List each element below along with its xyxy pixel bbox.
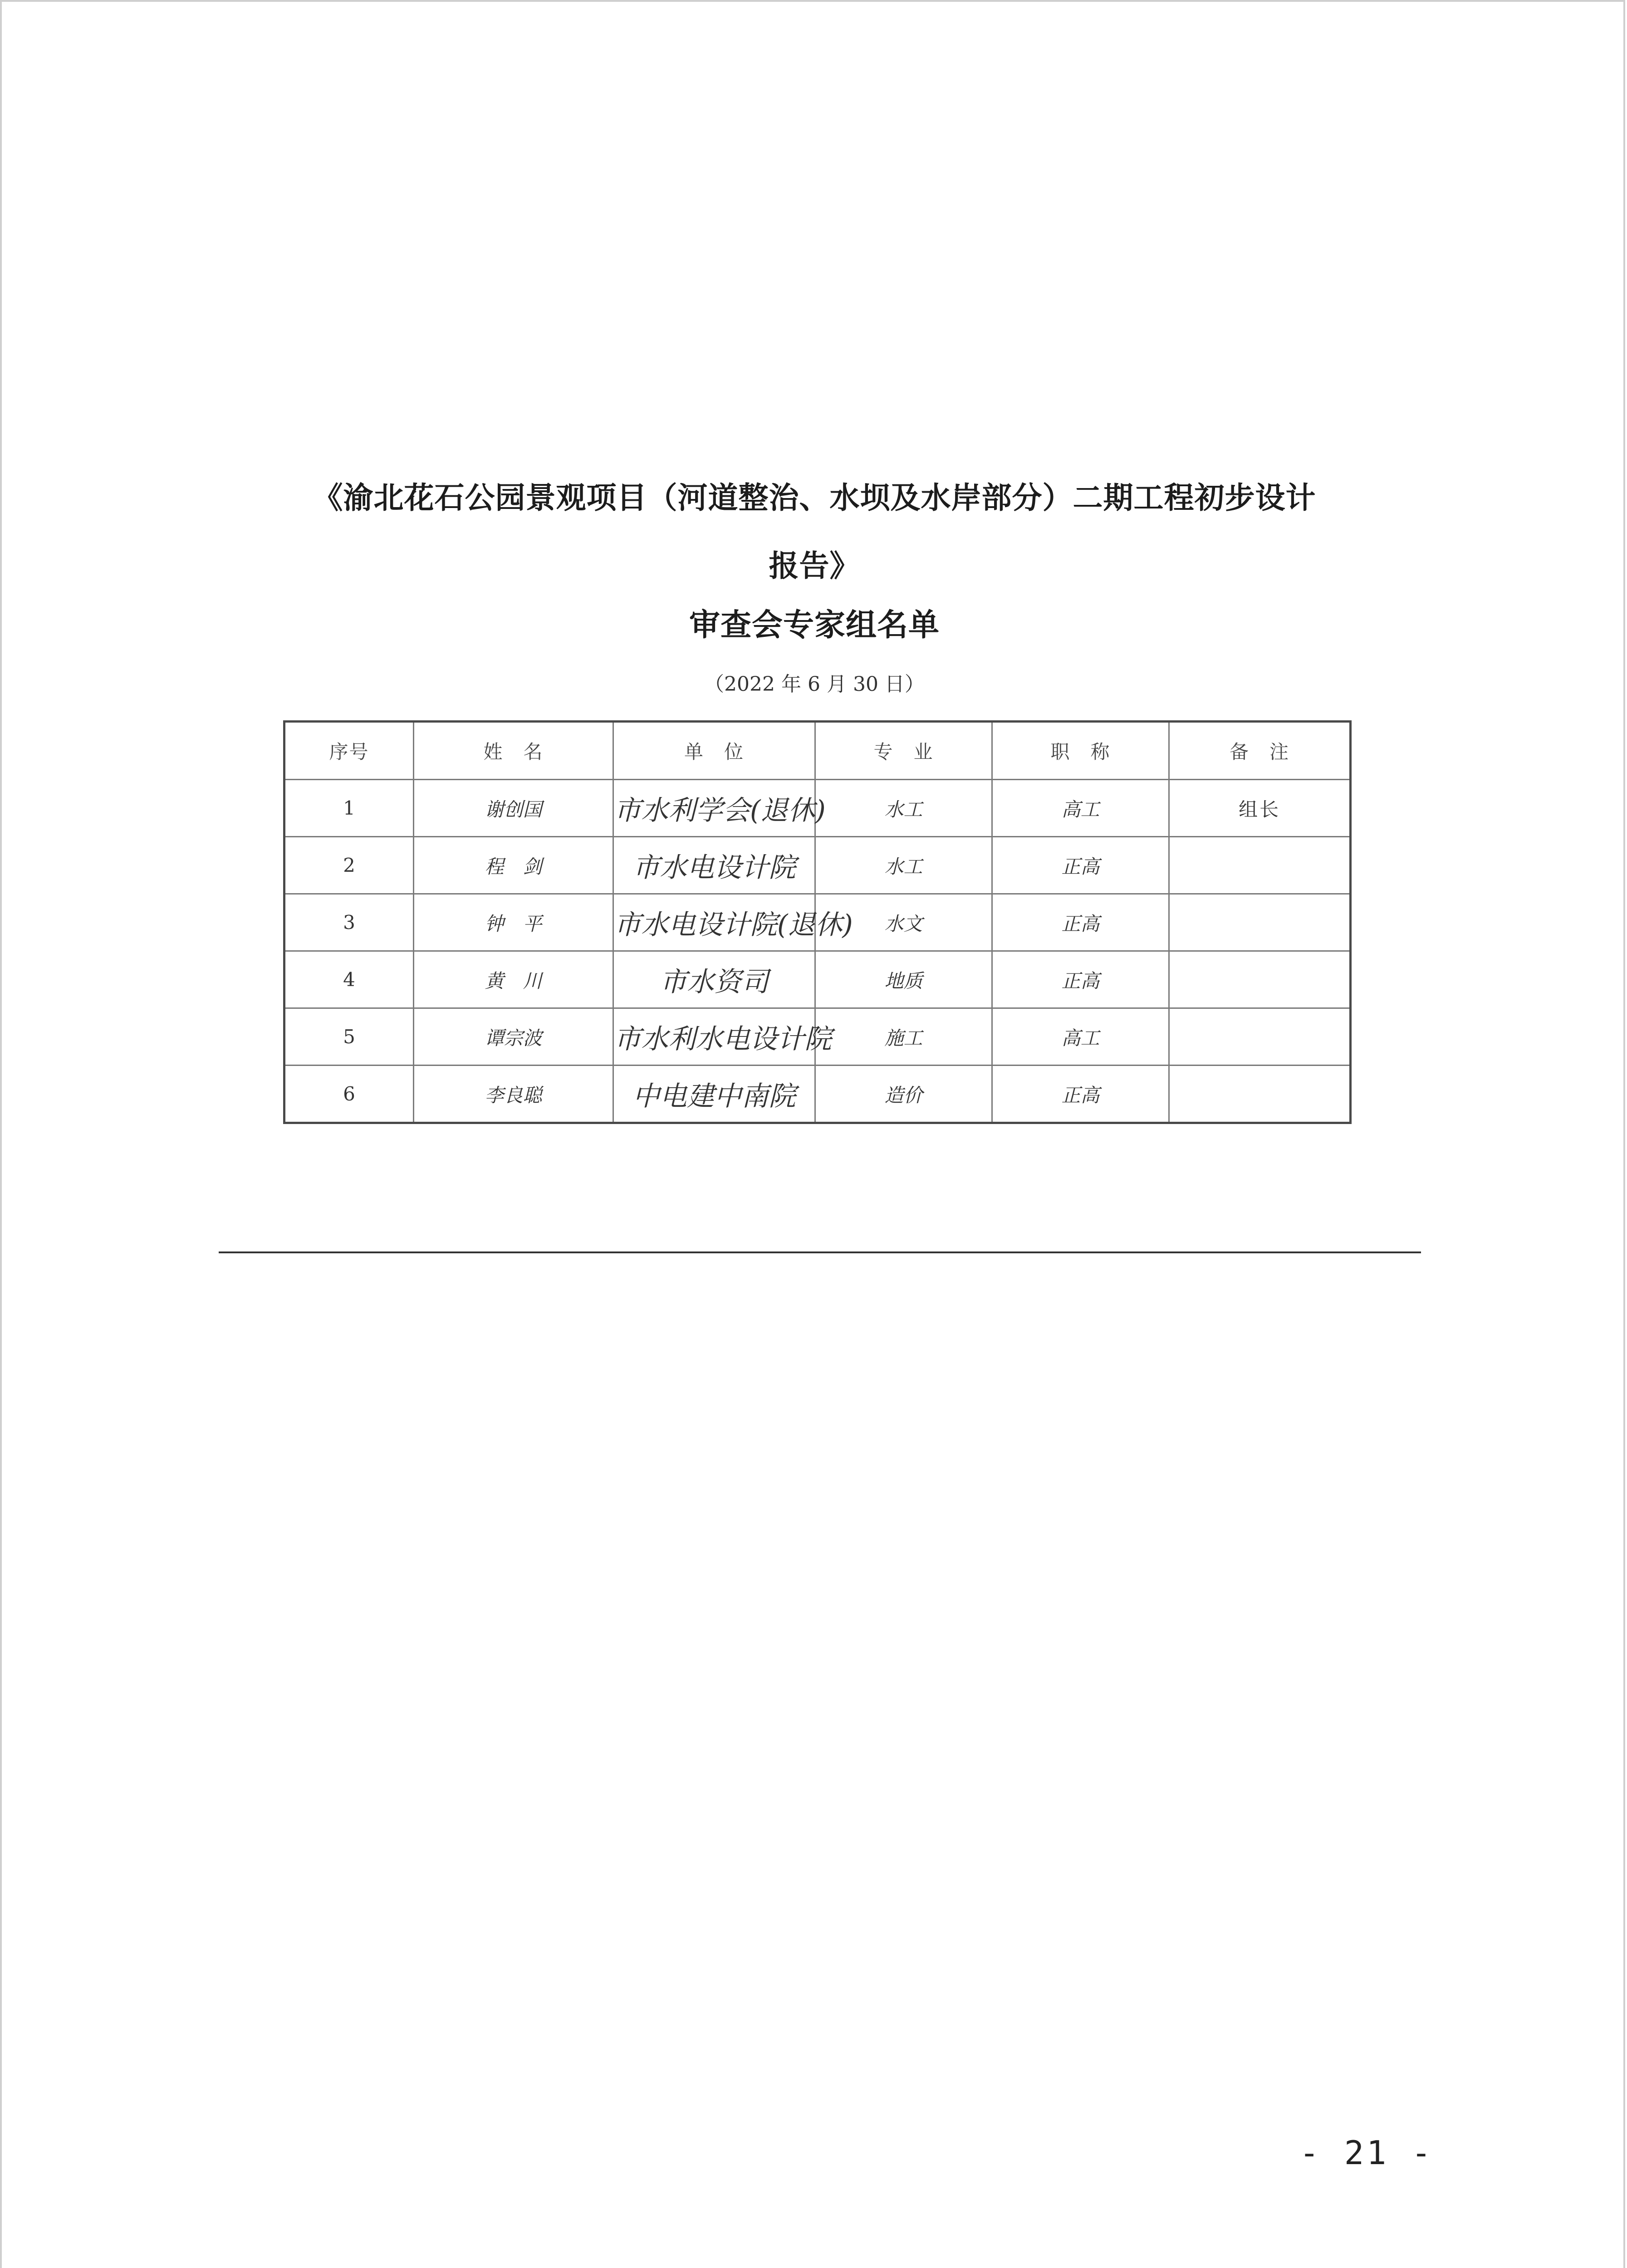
row-number: 1	[284, 780, 414, 837]
row-number: 2	[284, 837, 414, 894]
handwritten-name: 钟 平	[414, 894, 613, 951]
handwritten-name: 李良聪	[414, 1066, 613, 1123]
handwritten-title: 正高	[992, 1066, 1169, 1123]
row-number: 3	[284, 894, 414, 951]
row-number: 5	[284, 1008, 414, 1066]
header-unit: 单 位	[613, 722, 815, 780]
handwritten-unit: 市水电设计院	[613, 837, 815, 894]
table-row	[284, 780, 1351, 837]
table-row	[284, 1066, 1351, 1123]
handwritten-unit: 市水利学会(退休)	[613, 780, 815, 837]
handwritten-title: 正高	[992, 837, 1169, 894]
table-header-row	[284, 722, 1351, 780]
header-major: 专 业	[815, 722, 992, 780]
handwritten-title: 高工	[992, 780, 1169, 837]
table-row	[284, 837, 1351, 894]
page-number: - 21 -	[1299, 2134, 1434, 2172]
table-row	[284, 951, 1351, 1008]
header-no: 序号	[284, 722, 414, 780]
expert-roster-table	[283, 720, 1352, 1124]
meeting-date: （2022 年 6 月 30 日）	[704, 673, 925, 696]
handwritten-name: 程 剑	[414, 837, 613, 894]
report-title-line-2: 报告》	[769, 548, 860, 583]
header-note: 备 注	[1169, 722, 1351, 780]
handwritten-unit: 市水资司	[613, 951, 815, 1008]
report-title-line-1: 《渝北花石公园景观项目（河道整治、水坝及水岸部分）二期工程初步设计	[313, 480, 1316, 515]
handwritten-unit: 中电建中南院	[613, 1066, 815, 1123]
table-row	[284, 894, 1351, 951]
header-name: 姓 名	[414, 722, 613, 780]
remark	[1169, 1066, 1351, 1123]
remark	[1169, 951, 1351, 1008]
table-row	[284, 1008, 1351, 1066]
handwritten-title: 正高	[992, 894, 1169, 951]
remark	[1169, 894, 1351, 951]
handwritten-unit: 市水电设计院(退休)	[613, 894, 815, 951]
handwritten-major: 水文	[815, 894, 992, 951]
handwritten-major: 地质	[815, 951, 992, 1008]
handwritten-name: 谭宗波	[414, 1008, 613, 1066]
handwritten-name: 黄 川	[414, 951, 613, 1008]
handwritten-name: 谢创国	[414, 780, 613, 837]
remark	[1169, 837, 1351, 894]
remark: 组长	[1169, 780, 1351, 837]
row-number: 6	[284, 1066, 414, 1123]
roster-subtitle: 审查会专家组名单	[689, 607, 940, 643]
handwritten-unit: 市水利水电设计院	[613, 1008, 815, 1066]
handwritten-major: 水工	[815, 837, 992, 894]
header-title: 职 称	[992, 722, 1169, 780]
handwritten-major: 施工	[815, 1008, 992, 1066]
handwritten-major: 造价	[815, 1066, 992, 1123]
handwritten-major: 水工	[815, 780, 992, 837]
remark	[1169, 1008, 1351, 1066]
handwritten-title: 正高	[992, 951, 1169, 1008]
row-number: 4	[284, 951, 414, 1008]
handwritten-title: 高工	[992, 1008, 1169, 1066]
horizontal-divider	[219, 1251, 1421, 1253]
